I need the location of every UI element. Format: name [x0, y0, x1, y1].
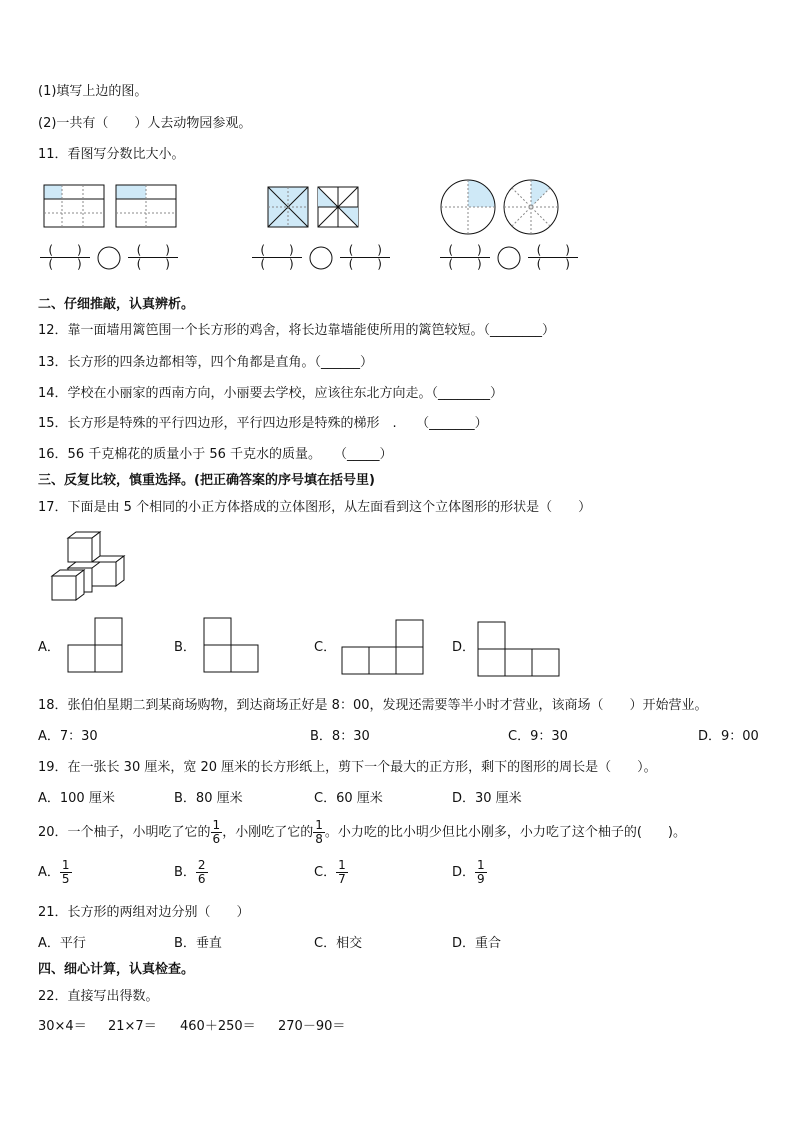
fraction-denominator: 9 [477, 872, 485, 886]
q11-compare-1[interactable] [40, 244, 178, 271]
calc-item-3[interactable]: 460＋250＝ [180, 1019, 256, 1034]
cube-stack-figure [50, 530, 126, 604]
fraction-blank-top: ( ) [40, 244, 90, 258]
q11-stem: 11．看图写分数比大小。 [38, 147, 185, 162]
q11-compare-3[interactable] [440, 244, 578, 271]
q17-option-c-figure[interactable] [340, 618, 428, 678]
q19-option-c[interactable]: C．60 厘米 [314, 791, 383, 806]
q20-option-b[interactable] [174, 858, 208, 888]
fraction-blank[interactable] [340, 244, 390, 271]
fraction-blank-bottom: ( ) [260, 257, 294, 271]
fraction-blank-top: ( ) [440, 244, 490, 258]
fraction-denominator: 5 [61, 872, 70, 886]
section-3-title: 三、反复比较，慎重选择。(把正确答案的序号填在括号里) [38, 473, 375, 488]
fraction-blank-bottom: ( ) [536, 257, 570, 271]
q19-option-d[interactable]: D．30 厘米 [452, 791, 522, 806]
fraction-blank-top: ( ) [528, 244, 578, 258]
option-fraction [60, 859, 72, 886]
q20-fraction-one-sixth [211, 819, 223, 846]
fraction-numerator: 1 [338, 858, 346, 872]
fraction-denominator: 6 [212, 832, 221, 846]
question-14[interactable]: 14．学校在小丽家的西南方向，小丽要去学校，应该往东北方向走。（________） [38, 386, 504, 401]
q18-option-c[interactable]: C．9：30 [508, 729, 568, 744]
rectangle-fraction-left [44, 185, 104, 227]
fraction-blank-bottom: ( ) [348, 257, 382, 271]
q20-fraction-one-eighth [313, 819, 325, 846]
q17-option-d-label[interactable]: D． [452, 640, 476, 655]
option-label: B． [174, 865, 196, 880]
q21-option-a[interactable]: A．平行 [38, 936, 86, 951]
q21-option-b[interactable]: B．垂直 [174, 936, 222, 951]
q18-option-d[interactable]: D．9：00 [698, 729, 759, 744]
q17-option-a-figure[interactable] [66, 616, 126, 676]
q11-square-figures [266, 185, 364, 229]
fraction-numerator: 1 [61, 858, 70, 872]
question-15[interactable]: 15．长方形是特殊的平行四边形，平行四边形是特殊的梯形 . （_______） [38, 416, 488, 431]
compare-circle-icon[interactable] [96, 245, 122, 271]
fraction-blank[interactable] [528, 244, 578, 271]
fraction-numerator: 1 [477, 858, 485, 872]
q11-compare-2[interactable] [252, 244, 390, 271]
fraction-denominator: 7 [338, 872, 346, 886]
fraction-blank-top: ( ) [340, 244, 390, 258]
q10-part2: (2)一共有（ ）人去动物园参观。 [38, 116, 252, 131]
q17-option-b-figure[interactable] [202, 616, 262, 676]
fraction-numerator: 1 [315, 818, 323, 832]
q20-stem-part-c: 。小力吃的比小明少但比小刚多，小力吃了这个柚子的( )。 [324, 825, 686, 840]
q19-option-b[interactable]: B．80 厘米 [174, 791, 243, 806]
circle-fraction-right [504, 180, 558, 234]
question-17-stem: 17．下面是由 5 个相同的小正方体搭成的立体图形，从左面看到这个立体图形的形状是（ ） [38, 500, 592, 515]
fraction-denominator: 8 [315, 832, 323, 846]
question-22-stem: 22．直接写出得数。 [38, 989, 159, 1004]
q17-option-c-label[interactable]: C． [314, 640, 337, 655]
q19-option-a[interactable]: A．100 厘米 [38, 791, 115, 806]
option-label: A． [38, 865, 60, 880]
calc-item-4[interactable]: 270－90＝ [278, 1019, 346, 1034]
q21-option-d[interactable]: D．重合 [452, 936, 502, 951]
fraction-blank[interactable] [128, 244, 178, 271]
square-fraction-right [318, 187, 358, 227]
q20-option-c[interactable] [314, 858, 348, 888]
fraction-numerator: 1 [212, 818, 221, 832]
q20-stem-part-a: 20．一个柚子，小明吃了它的 [38, 825, 211, 840]
question-19-stem: 19．在一张长 30 厘米，宽 20 厘米的长方形纸上，剪下一个最大的正方形，剩下的图形的周长是（ ）。 [38, 760, 657, 775]
question-12[interactable]: 12．靠一面墙用篱笆围一个长方形的鸡舍，将长边靠墙能使所用的篱笆较短。（________） [38, 323, 556, 338]
option-fraction [336, 859, 348, 886]
question-18-stem: 18．张伯伯星期二到某商场购物，到达商场正好是 8：00，发现还需要等半小时才营业，该商场（ ）开始营业。 [38, 698, 708, 713]
fraction-blank[interactable] [40, 244, 90, 271]
fraction-blank[interactable] [440, 244, 490, 271]
q21-option-c[interactable]: C．相交 [314, 936, 363, 951]
circle-fraction-left [441, 180, 495, 234]
q17-option-a-label[interactable]: A． [38, 640, 60, 655]
q20-stem-part-b: ，小刚吃了它的 [222, 825, 314, 840]
calc-item-1[interactable]: 30×4＝ [38, 1019, 87, 1034]
fraction-numerator: 2 [197, 858, 206, 872]
q20-option-d[interactable] [452, 858, 487, 888]
option-fraction [196, 859, 208, 886]
option-label: D． [452, 865, 476, 880]
square-fraction-left [268, 187, 308, 227]
question-21-stem: 21．长方形的两组对边分别（ ） [38, 905, 250, 920]
compare-circle-icon[interactable] [308, 245, 334, 271]
fraction-denominator: 6 [197, 872, 206, 886]
option-fraction [475, 859, 487, 886]
question-20-stem [38, 818, 686, 848]
q11-rectangle-figures [42, 183, 182, 229]
fraction-blank-bottom: ( ) [136, 257, 170, 271]
compare-circle-icon[interactable] [496, 245, 522, 271]
fraction-blank[interactable] [252, 244, 302, 271]
q18-option-b[interactable]: B．8：30 [310, 729, 370, 744]
fraction-blank-bottom: ( ) [48, 257, 82, 271]
q11-circle-figures [438, 178, 564, 236]
q18-option-a[interactable]: A．7：30 [38, 729, 98, 744]
question-13[interactable]: 13．长方形的四条边都相等，四个角都是直角。（______） [38, 355, 374, 370]
rectangle-fraction-right [116, 185, 176, 227]
q20-option-a[interactable] [38, 858, 72, 888]
section-2-title: 二、仔细推敲，认真辨析。 [38, 297, 195, 312]
section-4-title: 四、细心计算，认真检查。 [38, 962, 195, 977]
fraction-blank-top: ( ) [252, 244, 302, 258]
question-16[interactable]: 16．56 千克棉花的质量小于 56 千克水的质量。 （_____） [38, 447, 393, 462]
fraction-blank-bottom: ( ) [448, 257, 482, 271]
option-label: C． [314, 865, 337, 880]
calc-item-2[interactable]: 21×7＝ [108, 1019, 157, 1034]
q17-option-b-label[interactable]: B． [174, 640, 196, 655]
q17-option-d-figure[interactable] [476, 620, 564, 680]
fraction-blank-top: ( ) [128, 244, 178, 258]
q10-part1: (1)填写上边的图。 [38, 84, 148, 99]
